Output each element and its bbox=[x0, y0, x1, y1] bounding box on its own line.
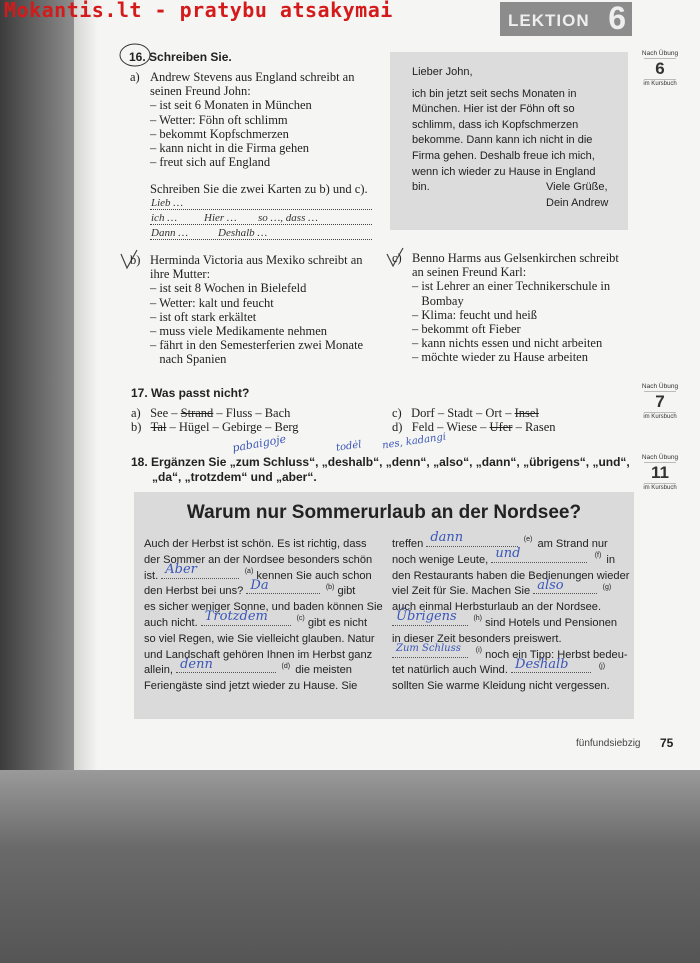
text: sind Hotels und Pensionen bbox=[485, 616, 618, 629]
side-ref-number: 11 bbox=[644, 462, 676, 484]
text-line: der Sommer an der Nordsee besonders schön bbox=[144, 553, 373, 566]
line: Herminda Victoria aus Mexiko schreibt an bbox=[150, 253, 363, 267]
text: noch wenige Leute, bbox=[392, 553, 489, 566]
word: Rasen bbox=[524, 420, 556, 434]
text-line: so viel Regen, wie Sie vielleicht glauben. Natur bbox=[144, 632, 375, 645]
text-line bbox=[144, 656, 376, 679]
write-line bbox=[150, 224, 372, 225]
answer-b: Da bbox=[250, 577, 269, 593]
letter-closing: Viele Grüße, bbox=[546, 181, 608, 193]
prompt-hier: Hier … bbox=[204, 212, 237, 224]
letter-signature: Dein Andrew bbox=[546, 197, 609, 209]
letter-line: ich bin jetzt seit sechs Monaten in bbox=[412, 87, 577, 100]
answer-g: also bbox=[537, 577, 564, 593]
text: die meisten bbox=[295, 664, 352, 677]
answer-a: Aber bbox=[165, 561, 197, 577]
ex17-item-c: c) Dorf – Stadt – Ort – Insel bbox=[392, 406, 539, 420]
crossed-word: Ufer bbox=[489, 420, 513, 434]
text-line: sollten Sie warme Kleidung nicht vergessen. bbox=[392, 680, 610, 693]
gap-label: (i) bbox=[475, 646, 482, 654]
part-letter: c) bbox=[392, 251, 402, 265]
gap-i[interactable] bbox=[392, 642, 482, 658]
word: Bach bbox=[264, 406, 291, 420]
ex18-number: 18. bbox=[131, 455, 148, 469]
prompt-lieb: Lieb … bbox=[151, 197, 184, 209]
answer-e: dann bbox=[430, 530, 464, 546]
ex17-title: Was passt nicht? bbox=[151, 386, 250, 400]
crossed-word: Tal bbox=[150, 420, 167, 434]
gap-label: (a) bbox=[244, 567, 254, 575]
gap-d[interactable] bbox=[176, 656, 291, 673]
text-line: und Landschaft gehören Ihnen im Herbst ganz bbox=[144, 648, 373, 661]
word: Ort bbox=[485, 406, 503, 420]
gap-label: (d) bbox=[281, 662, 291, 670]
word: Feld bbox=[411, 420, 435, 434]
line: – Wetter: Föhn oft schlimm bbox=[150, 112, 288, 127]
handwritten-note: todėl bbox=[335, 439, 363, 454]
text-line bbox=[392, 609, 624, 632]
line: nach Spanien bbox=[150, 352, 227, 367]
gap-label: (g) bbox=[602, 583, 612, 591]
part-letter: b) bbox=[130, 253, 141, 267]
side-ref-7 bbox=[640, 383, 680, 420]
word: Stadt bbox=[447, 406, 473, 420]
side-ref-bottom: im Kursbuch bbox=[643, 414, 677, 420]
handwritten-note: pabaigoje bbox=[231, 432, 288, 455]
letter-line: Lieber John, bbox=[412, 66, 473, 78]
page-number: 75 bbox=[660, 736, 674, 750]
background-surface bbox=[0, 770, 700, 963]
gap-h[interactable] bbox=[392, 609, 482, 626]
side-ref-top: Nach Übung bbox=[641, 50, 679, 57]
line: Bombay bbox=[412, 293, 464, 308]
text-line: auch einmal Herbsturlaub an der Nordsee. bbox=[392, 601, 602, 614]
ex18-instruction: Ergänzen Sie „zum Schluss“, „deshalb“, „denn“, „also“, „dann“, „übrigens“, „und“, bbox=[151, 455, 630, 469]
text-line bbox=[392, 642, 628, 664]
answer-i: Zum Schluss bbox=[396, 642, 461, 654]
answer-j: Deshalb bbox=[515, 656, 569, 672]
side-ref-number: 6 bbox=[644, 58, 676, 80]
word: Fluss bbox=[225, 406, 253, 420]
text: den Herbst bei uns? bbox=[144, 585, 244, 598]
part-b-lines bbox=[150, 253, 363, 367]
letter-line: Firma gehen. Deshalb freue ich mich, bbox=[412, 149, 595, 162]
text-line: Auch der Herbst ist schön. Es ist richtig, dass bbox=[144, 538, 367, 550]
gap-label: (f) bbox=[594, 552, 602, 559]
lektion-word: LEKTION bbox=[508, 11, 590, 30]
side-ref-bottom: im Kursbuch bbox=[643, 81, 677, 87]
word: See bbox=[150, 406, 169, 420]
text-line bbox=[392, 656, 624, 679]
gap-c[interactable] bbox=[201, 609, 305, 626]
text-line bbox=[144, 609, 376, 632]
text: noch ein Tipp: Herbst bedeu- bbox=[485, 648, 628, 661]
page-gutter bbox=[74, 0, 98, 770]
line: – ist seit 8 Wochen in Bielefeld bbox=[150, 281, 307, 296]
ex18-heading-line2: „da“, „trotzdem“ und „aber“. bbox=[152, 470, 317, 484]
answer-d: denn bbox=[180, 656, 213, 672]
text: allein, bbox=[144, 664, 173, 677]
item-letter: d) bbox=[392, 420, 403, 434]
line: – möchte wieder zu Hause arbeiten bbox=[412, 350, 588, 365]
hand-circle-mark bbox=[118, 42, 152, 68]
letter-line: schlimm, dass ich Kopfschmerzen bbox=[412, 118, 579, 131]
part-a-lines bbox=[150, 70, 354, 169]
item-letter: c) bbox=[392, 406, 402, 420]
line: – freut sich auf England bbox=[150, 155, 271, 170]
article-title: Warum nur Sommerurlaub an der Nordsee? bbox=[186, 502, 582, 523]
part-letter: a) bbox=[130, 70, 140, 84]
text: ist. bbox=[144, 569, 159, 582]
word: Berg bbox=[274, 420, 299, 434]
side-ref-top: Nach Übung bbox=[641, 454, 679, 461]
line: – Wetter: kalt und feucht bbox=[150, 295, 274, 310]
item-letter: a) bbox=[131, 406, 141, 420]
line: – bekommt oft Fieber bbox=[412, 322, 521, 337]
text: tet natürlich auch Wind. bbox=[392, 664, 508, 677]
text: viel Zeit für Sie. Machen Sie bbox=[392, 585, 531, 598]
crossed-word: Strand bbox=[180, 406, 214, 420]
line: ihre Mutter: bbox=[150, 267, 211, 282]
line: Andrew Stevens aus England schreibt an bbox=[150, 70, 355, 84]
gap-g[interactable] bbox=[533, 577, 612, 594]
ex17-item-d: d) Feld – Wiese – Ufer – Rasen bbox=[392, 420, 556, 434]
write-line bbox=[150, 239, 372, 240]
gap-j[interactable] bbox=[511, 656, 606, 673]
letter-line: bin. bbox=[412, 181, 430, 194]
text-line bbox=[392, 546, 624, 569]
line: – Klima: feucht und heiß bbox=[412, 307, 537, 322]
line: – kann nichts essen und nicht arbeiten bbox=[412, 336, 603, 351]
ex18-heading-line1 bbox=[131, 455, 630, 469]
line: – ist Lehrer an einer Technikerschule in bbox=[412, 279, 611, 294]
crossed-word: Insel bbox=[514, 406, 539, 420]
ex17-item-a: a) See – Strand – Fluss – Bach bbox=[131, 406, 291, 420]
side-ref-number: 7 bbox=[644, 391, 676, 413]
article-box bbox=[134, 492, 634, 719]
line: – bekommt Kopfschmerzen bbox=[150, 126, 289, 141]
handwritten-note: nes, kadangi bbox=[381, 431, 447, 452]
word: Wiese bbox=[446, 420, 478, 434]
ex17-item-b: b) Tal – Hügel – Gebirge – Berg bbox=[131, 420, 299, 434]
answer-f: und bbox=[495, 546, 521, 561]
ex17-number: 17. bbox=[131, 386, 148, 400]
lektion-header bbox=[500, 2, 632, 36]
site-watermark: Mokantis.lt - pratybu atsakymai bbox=[4, 0, 393, 22]
text: am Strand nur bbox=[537, 538, 608, 550]
gap-b[interactable] bbox=[246, 577, 335, 594]
text: auch nicht. bbox=[144, 616, 198, 629]
line: – ist oft stark erkältet bbox=[150, 309, 257, 324]
prompt-deshalb: Deshalb … bbox=[218, 227, 268, 239]
gap-a[interactable] bbox=[161, 561, 254, 579]
line: seinen Freund John: bbox=[150, 84, 251, 99]
prompt-so-dass: so …, dass … bbox=[258, 212, 318, 224]
letter-line: München. Hier ist der Föhn oft so bbox=[412, 103, 575, 116]
line: – kann nicht in die Firma gehen bbox=[150, 141, 309, 156]
side-ref-bottom: im Kursbuch bbox=[643, 485, 677, 491]
letter-line: wenn ich wieder zu Hause in England bbox=[412, 165, 596, 178]
article-right-column bbox=[392, 530, 630, 695]
answer-c: Trotzdem bbox=[204, 609, 268, 625]
text: gibt bbox=[337, 585, 356, 598]
word: Dorf bbox=[411, 406, 435, 420]
text: treffen bbox=[392, 538, 424, 550]
ex16-number: 16. bbox=[129, 50, 146, 64]
text: in bbox=[606, 553, 616, 566]
side-ref-top: Nach Übung bbox=[641, 383, 679, 390]
gap-label: (c) bbox=[296, 615, 305, 623]
text: kennen Sie auch schon bbox=[256, 569, 372, 582]
ex16-title: Schreiben Sie. bbox=[149, 50, 232, 64]
gap-f[interactable] bbox=[491, 546, 602, 563]
lektion-number: 6 bbox=[608, 0, 626, 36]
text-line bbox=[144, 577, 376, 600]
letter-line: bekomme. Dann kann ich nicht in die bbox=[412, 134, 593, 147]
line: Benno Harms aus Gelsenkirchen schreibt bbox=[412, 251, 619, 265]
text-line: Feriengäste sind jetzt wieder zu Hause. Sie bbox=[144, 680, 358, 693]
answer-h: Übrigens bbox=[396, 609, 457, 625]
article-left-column bbox=[144, 537, 383, 695]
part-c-lines bbox=[412, 251, 619, 365]
book-spine-shadow bbox=[0, 0, 74, 770]
item-letter: b) bbox=[131, 420, 142, 434]
sample-letter-card bbox=[390, 52, 628, 230]
prompt-dann: Dann … bbox=[151, 227, 188, 239]
gap-label: (e) bbox=[523, 536, 533, 544]
text-line: es sicher weniger Sonne, und baden können Sie bbox=[144, 601, 383, 614]
gap-label: (h) bbox=[473, 615, 482, 623]
line: – ist seit 6 Monaten in München bbox=[150, 98, 312, 113]
gap-label: (b) bbox=[325, 583, 335, 591]
text-line: den Restaurants haben die Bedienungen wieder bbox=[392, 569, 630, 582]
text-line: in dieser Zeit besonders preiswert. bbox=[392, 632, 562, 645]
side-ref-6 bbox=[640, 50, 680, 87]
text-line bbox=[392, 577, 624, 600]
word: Gebirge bbox=[221, 420, 262, 434]
gap-label: (j) bbox=[598, 662, 606, 670]
text: gibt es nicht bbox=[307, 616, 368, 629]
prompt-ich: ich … bbox=[151, 212, 177, 224]
line: – fährt in den Semesterferien zwei Monate bbox=[150, 338, 364, 353]
ex17-heading bbox=[131, 386, 249, 400]
side-ref-11 bbox=[640, 454, 680, 491]
line: an seinen Freund Karl: bbox=[412, 265, 527, 280]
ex16-instruction: Schreiben Sie die zwei Karten zu b) und c). bbox=[150, 182, 368, 196]
line: – muss viele Medikamente nehmen bbox=[150, 324, 328, 339]
page-number-word: fünfundsiebzig bbox=[576, 738, 641, 749]
write-line bbox=[150, 209, 372, 210]
word: Hügel bbox=[178, 420, 210, 434]
